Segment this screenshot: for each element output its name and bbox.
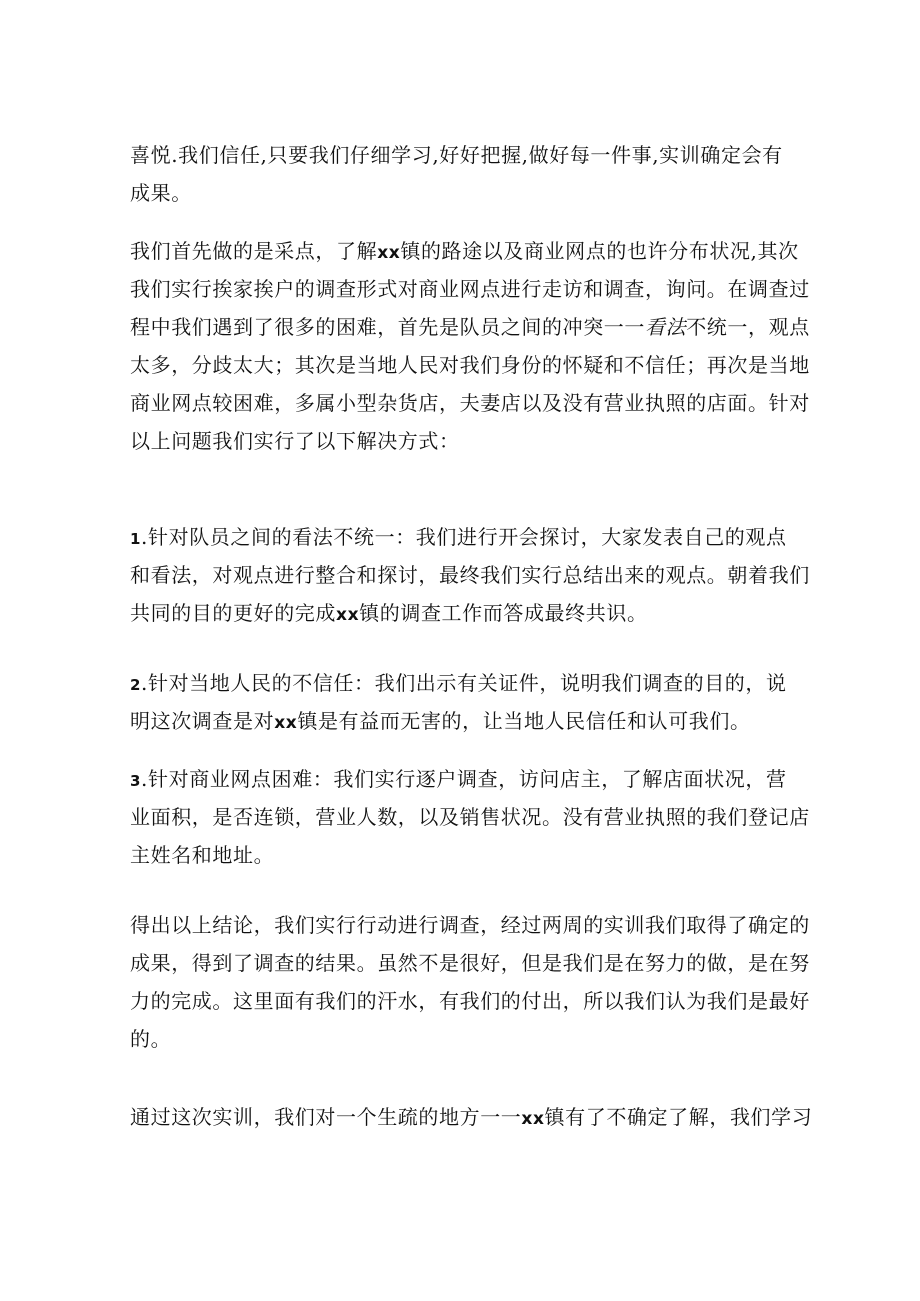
text-segment: .针对队员之间的看法不统一：我们进行开会探讨，大家发表自己的观点	[141, 525, 787, 549]
text-line	[130, 664, 794, 702]
text-line: 得出以上结论，我们实行行动进行调查，经过两周的实训我们取得了确定的	[130, 913, 810, 937]
text-line: 主姓名和地址。	[130, 843, 275, 867]
list-number: 1	[130, 530, 142, 548]
placeholder-town-name: xx	[336, 605, 360, 625]
text-line: 成果，得到了调查的结果。虽然不是很好，但是我们是在努力的做，是在努	[130, 951, 810, 975]
text-line	[130, 232, 799, 270]
italic-text: 看法	[645, 315, 687, 339]
text-segment: 通过这次实训，我们对一个生疏的地方一一	[130, 1105, 522, 1129]
text-segment: 镇的调查工作而答成最终共识。	[359, 601, 648, 625]
text-line	[130, 308, 810, 346]
paragraph-intro	[130, 136, 794, 212]
text-segment: 程中我们遇到了很多的困难，首先是队员之间的冲突一一	[130, 315, 645, 339]
placeholder-town-name: xx	[521, 1109, 545, 1129]
text-line: 我们实行挨家挨户的调查形式对商业网点进行走访和调查，询问。在调查过	[130, 277, 810, 301]
text-line: 喜悦.我们信任,只要我们仔细学习,好好把握,做好每一件事,实训确定会有	[130, 143, 783, 167]
text-line: 以上问题我们实行了以下解决方式：	[130, 429, 460, 453]
text-line: 太多，分歧太大；其次是当地人民对我们身份的怀疑和不信任；再次是当地	[130, 353, 810, 377]
paragraph-conclusion	[130, 1098, 813, 1136]
text-segment: 共同的目的更好的完成	[130, 601, 336, 625]
paragraph-results	[130, 906, 810, 1058]
list-number: 3	[130, 772, 142, 790]
list-number: 2	[130, 676, 142, 694]
paragraph-survey-method	[130, 232, 810, 460]
text-line: 业面积，是否连锁，营业人数，以及销售状况。没有营业执照的我们登记店	[130, 805, 810, 829]
text-segment: 我们首先做的是采点，了解	[130, 239, 378, 263]
text-line: 商业网点较困难，多属小型杂货店，夫妻店以及没有营业执照的店面。针对	[130, 391, 810, 415]
text-segment: 镇的路途以及商业网点的也许分布状况,其次	[400, 239, 799, 263]
text-line	[130, 1098, 813, 1136]
text-segment: 不统一，观点	[686, 315, 810, 339]
placeholder-town-name: xx	[377, 243, 401, 263]
text-line	[130, 760, 794, 798]
text-line: 的。	[130, 1027, 172, 1051]
text-segment: .针对商业网点困难：我们实行逐户调查，访问店主，了解店面状况，营	[141, 767, 787, 791]
text-line: 力的完成。这里面有我们的汗水，有我们的付出，所以我们认为我们是最好	[130, 989, 810, 1013]
text-segment: 镇有了不确定了解，我们学习	[544, 1105, 813, 1129]
text-segment: 明这次调查是对	[130, 709, 275, 733]
text-line: 和看法，对观点进行整合和探讨，最终我们实行总结出来的观点。朝着我们	[130, 563, 810, 587]
list-item-1	[130, 518, 810, 632]
text-line	[130, 518, 794, 556]
placeholder-town-name: xx	[274, 713, 298, 733]
text-segment: .针对当地人民的不信任：我们出示有关证件，说明我们调查的目的，说	[141, 671, 787, 695]
text-line: 成果。	[130, 181, 192, 205]
text-line	[130, 594, 794, 632]
text-line	[130, 702, 794, 740]
list-item-3	[130, 760, 810, 874]
list-item-2	[130, 664, 794, 740]
text-segment: 镇是有益而无害的，让当地人民信任和认可我们。	[297, 709, 751, 733]
